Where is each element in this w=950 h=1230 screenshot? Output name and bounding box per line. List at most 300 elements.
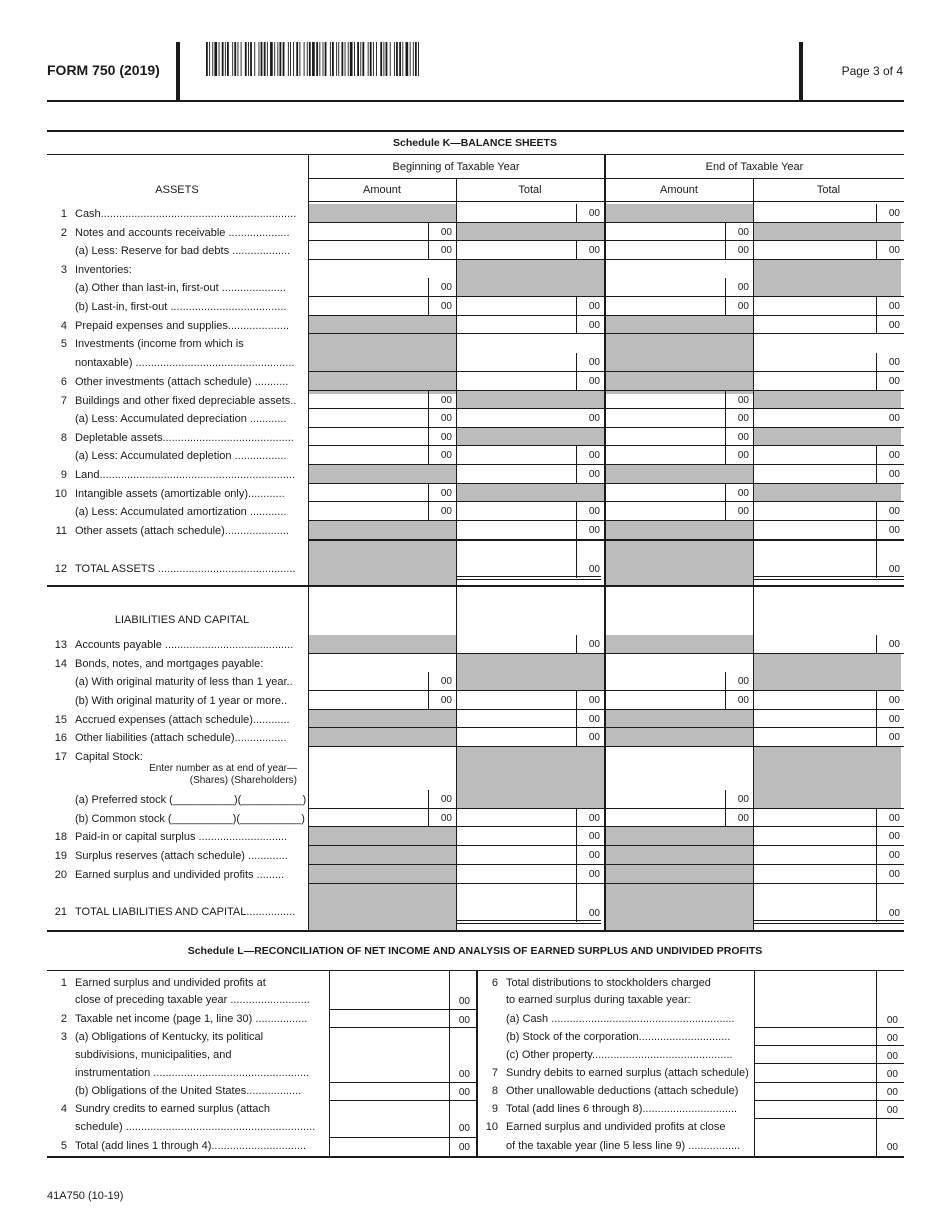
shaded-cell xyxy=(605,465,753,483)
shaded-cell xyxy=(308,465,456,483)
rule xyxy=(576,540,577,578)
cents-zero: 00 xyxy=(888,376,900,387)
column-header: Amount xyxy=(660,184,698,196)
schedule-k-title: Schedule K—BALANCE SHEETS xyxy=(393,137,557,149)
cents-zero: 00 xyxy=(888,301,900,312)
cents-zero: 00 xyxy=(737,813,749,824)
rule xyxy=(428,484,429,521)
line-label: Total (add lines 1 through 4)............................... xyxy=(75,1140,307,1152)
line-number: 3 xyxy=(60,264,67,276)
cents-zero: 00 xyxy=(888,450,900,461)
line-label: Prepaid expenses and supplies.................... xyxy=(75,320,290,332)
cents-zero: 00 xyxy=(588,208,600,219)
rule xyxy=(876,297,877,334)
column-header: Total xyxy=(518,184,542,196)
rule xyxy=(876,691,877,709)
line-label: instrumentation ................................................... xyxy=(75,1067,310,1079)
cents-zero: 00 xyxy=(737,676,749,687)
line-number: 7 xyxy=(491,1067,498,1079)
rule xyxy=(428,428,429,465)
cents-zero: 00 xyxy=(458,1123,470,1134)
cents-zero: 00 xyxy=(440,488,452,499)
shaded-cell xyxy=(753,391,901,409)
line-label: (a) Less: Accumulated amortization ............ xyxy=(75,506,287,518)
line-label: (Shares) (Shareholders) xyxy=(189,775,297,786)
line-label: Investments (income from which is xyxy=(75,338,244,350)
rule xyxy=(308,883,904,884)
rule xyxy=(576,710,577,747)
rule xyxy=(308,709,904,710)
cents-zero: 00 xyxy=(458,1069,470,1080)
line-number: 6 xyxy=(60,376,67,388)
rule xyxy=(329,1027,476,1028)
rule xyxy=(308,690,904,691)
rule xyxy=(308,390,904,391)
line-label: Depletable assets........................................... xyxy=(75,432,294,444)
line-number: 9 xyxy=(60,469,67,481)
line-label: (a) Other than last-in, first-out ..................... xyxy=(75,282,286,294)
rule xyxy=(308,540,904,541)
rule xyxy=(308,333,904,334)
cents-zero: 00 xyxy=(588,469,600,480)
cents-zero: 00 xyxy=(458,1142,470,1153)
shaded-cell xyxy=(456,654,604,690)
line-number: 6 xyxy=(491,977,498,989)
rule xyxy=(576,446,577,483)
shaded-cell xyxy=(605,204,753,222)
line-label: (b) Stock of the corporation.............................. xyxy=(506,1031,731,1043)
rule xyxy=(308,240,904,241)
shaded-cell xyxy=(456,260,604,296)
schedule-k-top-rule xyxy=(47,130,904,132)
cents-zero: 00 xyxy=(737,450,749,461)
line-label: Other investments (attach schedule) ........... xyxy=(75,376,289,388)
line-number: 17 xyxy=(54,751,67,763)
column-header: Total xyxy=(816,184,841,196)
rule xyxy=(456,178,457,586)
rule xyxy=(308,587,309,932)
cents-zero: 00 xyxy=(886,1087,898,1098)
cents-zero: 00 xyxy=(888,208,900,219)
cents-zero: 00 xyxy=(458,1015,470,1026)
shaded-cell xyxy=(456,391,604,409)
rule xyxy=(308,315,904,316)
line-label: Buildings and other fixed depreciable assets.. xyxy=(75,395,297,407)
rule xyxy=(456,576,601,577)
rule xyxy=(308,296,904,297)
rule xyxy=(576,827,577,883)
cents-zero: 00 xyxy=(588,695,600,706)
line-number: 14 xyxy=(54,658,67,670)
cents-zero: 00 xyxy=(888,732,900,743)
line-label: to earned surplus during taxable year: xyxy=(506,994,691,1006)
rule xyxy=(876,827,877,883)
cents-zero: 00 xyxy=(588,831,600,842)
line-label: (c) Other property.............................................. xyxy=(506,1049,733,1061)
rule xyxy=(576,204,577,222)
line-label: Taxable net income (page 1, line 30) ................. xyxy=(75,1013,308,1025)
line-label: Accounts payable .......................................... xyxy=(75,639,294,651)
line-number: 1 xyxy=(60,977,67,989)
line-number: 7 xyxy=(60,395,67,407)
rule xyxy=(308,464,904,465)
shaded-cell xyxy=(308,710,456,747)
rule xyxy=(754,1118,904,1119)
shaded-cell xyxy=(456,484,604,502)
line-label: (a) Less: Accumulated depletion ................. xyxy=(75,450,287,462)
rule xyxy=(725,428,726,465)
line-number: 3 xyxy=(60,1031,67,1043)
cents-zero: 00 xyxy=(886,1015,898,1026)
rule xyxy=(308,826,904,827)
cents-zero: 00 xyxy=(588,525,600,536)
form-code: 41A750 (10-19) xyxy=(47,1190,124,1202)
cents-zero: 00 xyxy=(588,413,600,424)
cents-zero: 00 xyxy=(737,245,749,256)
shaded-cell xyxy=(605,635,753,653)
cents-zero: 00 xyxy=(440,413,452,424)
cents-zero: 00 xyxy=(440,227,452,238)
line-label: Accrued expenses (attach schedule)............ xyxy=(75,714,290,726)
rule xyxy=(329,970,330,1157)
schedule-l-title: Schedule L—RECONCILIATION OF NET INCOME AND ANALYSIS OF EARNED SURPLUS AND UNDIVIDED PROFITS xyxy=(187,945,763,957)
cents-zero: 00 xyxy=(886,1051,898,1062)
line-label: (b) With original maturity of 1 year or more.. xyxy=(75,695,288,707)
cents-zero: 00 xyxy=(458,996,470,1007)
shaded-cell xyxy=(308,316,456,394)
rule xyxy=(754,1082,904,1083)
line-label: Sundry credits to earned surplus (attach xyxy=(75,1103,271,1115)
line-number: 2 xyxy=(60,1013,67,1025)
rule xyxy=(428,672,429,709)
rule xyxy=(753,576,904,577)
cents-zero: 00 xyxy=(588,564,600,575)
column-header: Amount xyxy=(363,184,401,196)
cents-zero: 00 xyxy=(737,301,749,312)
cents-zero: 00 xyxy=(737,506,749,517)
shaded-cell xyxy=(605,316,753,394)
line-label: Other unallowable deductions (attach schedule) xyxy=(506,1085,739,1097)
rule xyxy=(576,691,577,709)
shaded-cell xyxy=(605,521,753,585)
rule xyxy=(456,923,601,924)
cents-zero: 00 xyxy=(440,282,452,293)
rule xyxy=(428,241,429,259)
rule xyxy=(308,501,904,502)
rule xyxy=(754,1100,904,1101)
rule xyxy=(754,1027,904,1028)
cents-zero: 00 xyxy=(440,506,452,517)
rule xyxy=(876,710,877,747)
cents-zero: 00 xyxy=(588,301,600,312)
rule xyxy=(308,222,904,223)
rule xyxy=(725,241,726,259)
line-number: 8 xyxy=(491,1085,498,1097)
line-label: of the taxable year (line 5 less line 9) ................. xyxy=(506,1140,741,1152)
shaded-cell xyxy=(753,223,901,241)
line-number: 18 xyxy=(54,831,67,843)
column-group-header: Beginning of Taxable Year xyxy=(392,161,520,173)
cents-zero: 00 xyxy=(886,1069,898,1080)
line-number: 16 xyxy=(54,732,67,744)
rule xyxy=(428,790,429,827)
rule xyxy=(308,483,904,484)
line-label: (a) Less: Reserve for bad debts ................... xyxy=(75,245,291,257)
line-label: Capital Stock: xyxy=(75,751,143,763)
cents-zero: 00 xyxy=(588,376,600,387)
line-number: 2 xyxy=(60,227,67,239)
cents-zero: 00 xyxy=(737,282,749,293)
rule xyxy=(876,502,877,539)
cents-zero: 00 xyxy=(440,245,452,256)
shaded-cell xyxy=(605,710,753,747)
cents-zero: 00 xyxy=(888,908,900,919)
line-label: Notes and accounts receivable .................... xyxy=(75,227,290,239)
line-label: Total distributions to stockholders charged xyxy=(506,977,711,989)
cents-zero: 00 xyxy=(888,869,900,880)
line-label: (b) Obligations of the United States.................. xyxy=(75,1085,302,1097)
header-rule xyxy=(47,100,904,102)
rule xyxy=(308,371,904,372)
shaded-cell xyxy=(308,635,456,653)
shaded-cell xyxy=(753,654,901,690)
line-number: 5 xyxy=(60,1140,67,1152)
cents-zero: 00 xyxy=(588,813,600,824)
cents-zero: 00 xyxy=(888,320,900,331)
line-number: 9 xyxy=(491,1103,498,1115)
cents-zero: 00 xyxy=(888,245,900,256)
shaded-cell xyxy=(753,747,901,808)
line-label: Bonds, notes, and mortgages payable: xyxy=(75,658,264,670)
shaded-cell xyxy=(308,204,456,222)
rule xyxy=(308,445,904,446)
line-label: Sundry debits to earned surplus (attach schedule) xyxy=(506,1067,749,1079)
cents-zero: 00 xyxy=(888,831,900,842)
line-label: close of preceding taxable year .......................... xyxy=(75,994,310,1006)
rule xyxy=(876,884,877,922)
rule xyxy=(576,353,577,390)
cents-zero: 00 xyxy=(440,450,452,461)
line-number: 15 xyxy=(54,714,67,726)
rule xyxy=(876,353,877,390)
line-label: TOTAL ASSETS ............................................. xyxy=(75,563,296,575)
rule xyxy=(876,540,877,578)
rule xyxy=(576,635,577,653)
line-label: Enter number as at end of year— xyxy=(149,763,297,774)
cents-zero: 00 xyxy=(888,506,900,517)
line-label: (a) Less: Accumulated depreciation ............ xyxy=(75,413,287,425)
assets-heading: ASSETS xyxy=(155,184,199,196)
rule xyxy=(876,446,877,483)
rule xyxy=(576,241,577,259)
line-label: Land................................................................ xyxy=(75,469,296,481)
rule xyxy=(308,178,904,179)
cents-zero: 00 xyxy=(888,695,900,706)
cents-zero: 00 xyxy=(888,639,900,650)
shaded-cell xyxy=(753,260,901,296)
line-label: Earned surplus and undivided profits at xyxy=(75,977,266,989)
rule xyxy=(753,920,904,921)
cents-zero: 00 xyxy=(588,850,600,861)
cents-zero: 00 xyxy=(737,413,749,424)
rule xyxy=(308,427,904,428)
cents-zero: 00 xyxy=(588,639,600,650)
cents-zero: 00 xyxy=(588,506,600,517)
cents-zero: 00 xyxy=(888,469,900,480)
rule xyxy=(329,1082,476,1083)
cents-zero: 00 xyxy=(737,794,749,805)
cents-zero: 00 xyxy=(737,695,749,706)
rule xyxy=(308,201,904,202)
cents-zero: 00 xyxy=(440,432,452,443)
rule xyxy=(47,930,904,932)
line-label: Paid-in or capital surplus ............................. xyxy=(75,831,288,843)
line-label: (a) Cash ............................................................ xyxy=(506,1013,735,1025)
rule xyxy=(308,408,904,409)
rule xyxy=(308,808,904,809)
shaded-cell xyxy=(308,827,456,930)
line-label: (a) Obligations of Kentucky, its political xyxy=(75,1031,264,1043)
line-label: (b) Common stock (__________)(__________) xyxy=(75,813,305,825)
rule xyxy=(576,502,577,539)
rule xyxy=(329,1137,476,1138)
header-divider-left xyxy=(176,42,180,102)
rule xyxy=(329,1100,476,1101)
cents-zero: 00 xyxy=(588,450,600,461)
rule xyxy=(753,178,754,586)
liabilities-heading: LIABILITIES AND CAPITAL xyxy=(114,614,250,626)
rule xyxy=(876,241,877,259)
line-label: subdivisions, municipalities, and xyxy=(75,1049,232,1061)
rule xyxy=(576,884,577,922)
cents-zero: 00 xyxy=(458,1087,470,1098)
line-number: 19 xyxy=(54,850,67,862)
rule xyxy=(308,864,904,865)
cents-zero: 00 xyxy=(440,676,452,687)
line-number: 4 xyxy=(60,1103,67,1115)
line-label: Total (add lines 6 through 8)............................... xyxy=(506,1103,738,1115)
cents-zero: 00 xyxy=(888,813,900,824)
rule xyxy=(753,587,754,932)
cents-zero: 00 xyxy=(588,908,600,919)
rule xyxy=(753,579,904,580)
line-number: 1 xyxy=(60,208,67,220)
rule xyxy=(604,155,606,932)
line-number: 10 xyxy=(485,1121,498,1133)
rule xyxy=(428,278,429,315)
rule xyxy=(576,809,577,827)
line-label: (b) Last-in, first-out ...................................... xyxy=(75,301,287,313)
line-label: schedule) .............................................................. xyxy=(75,1121,316,1133)
rule xyxy=(725,790,726,827)
rule xyxy=(725,672,726,709)
rule xyxy=(725,391,726,428)
rule xyxy=(308,259,904,260)
cents-zero: 00 xyxy=(888,413,900,424)
line-label: Inventories: xyxy=(75,264,132,276)
cents-zero: 00 xyxy=(886,1142,898,1153)
line-number: 5 xyxy=(60,338,67,350)
header-divider-right xyxy=(799,42,803,102)
line-number: 8 xyxy=(60,432,67,444)
rule xyxy=(876,809,877,827)
rule xyxy=(456,920,601,921)
line-number: 20 xyxy=(54,869,67,881)
rule xyxy=(47,585,904,587)
rule xyxy=(876,204,877,222)
rule xyxy=(308,155,309,586)
line-label: (a) Preferred stock (__________)(__________) xyxy=(75,794,307,806)
line-label: Other liabilities (attach schedule)................. xyxy=(75,732,287,744)
rule xyxy=(754,1063,904,1064)
line-label: TOTAL LIABILITIES AND CAPITAL................ xyxy=(75,906,296,918)
cents-zero: 00 xyxy=(888,357,900,368)
cents-zero: 00 xyxy=(737,395,749,406)
rule xyxy=(329,1009,476,1010)
cents-zero: 00 xyxy=(588,732,600,743)
barcode-icon xyxy=(206,42,419,76)
form-title: FORM 750 (2019) xyxy=(47,62,160,78)
cents-zero: 00 xyxy=(588,320,600,331)
cents-zero: 00 xyxy=(440,301,452,312)
cents-zero: 00 xyxy=(886,1105,898,1116)
rule xyxy=(725,484,726,521)
line-label: Earned surplus and undivided profits at close xyxy=(506,1121,726,1133)
line-label: Surplus reserves (attach schedule) ............. xyxy=(75,850,288,862)
cents-zero: 00 xyxy=(588,714,600,725)
cents-zero: 00 xyxy=(888,525,900,536)
page-number: Page 3 of 4 xyxy=(841,64,903,78)
line-label: Earned surplus and undivided profits ......... xyxy=(75,869,285,881)
cents-zero: 00 xyxy=(440,813,452,824)
rule xyxy=(754,1045,904,1046)
shaded-cell xyxy=(605,827,753,930)
cents-zero: 00 xyxy=(737,432,749,443)
line-number: 10 xyxy=(54,488,67,500)
cents-zero: 00 xyxy=(588,245,600,256)
shaded-cell xyxy=(456,428,604,446)
rule xyxy=(308,727,904,728)
cents-zero: 00 xyxy=(888,564,900,575)
shaded-cell xyxy=(753,428,901,446)
cents-zero: 00 xyxy=(588,869,600,880)
cents-zero: 00 xyxy=(737,488,749,499)
column-group-header: End of Taxable Year xyxy=(705,161,804,173)
line-number: 21 xyxy=(54,906,67,918)
cents-zero: 00 xyxy=(588,357,600,368)
line-number: 4 xyxy=(60,320,67,332)
rule xyxy=(428,391,429,428)
cents-zero: 00 xyxy=(737,227,749,238)
rule xyxy=(725,278,726,315)
line-number: 11 xyxy=(55,525,67,537)
line-number: 13 xyxy=(54,639,67,651)
line-label: (a) With original maturity of less than 1 year.. xyxy=(75,676,293,688)
rule xyxy=(308,746,904,747)
rule xyxy=(753,923,904,924)
cents-zero: 00 xyxy=(440,695,452,706)
cents-zero: 00 xyxy=(888,850,900,861)
line-label: nontaxable) .................................................... xyxy=(75,357,295,369)
cents-zero: 00 xyxy=(440,395,452,406)
rule xyxy=(456,587,457,932)
cents-zero: 00 xyxy=(886,1033,898,1044)
rule xyxy=(876,635,877,653)
rule xyxy=(308,520,904,521)
cents-zero: 00 xyxy=(440,794,452,805)
line-number: 12 xyxy=(54,563,67,575)
shaded-cell xyxy=(456,747,604,808)
